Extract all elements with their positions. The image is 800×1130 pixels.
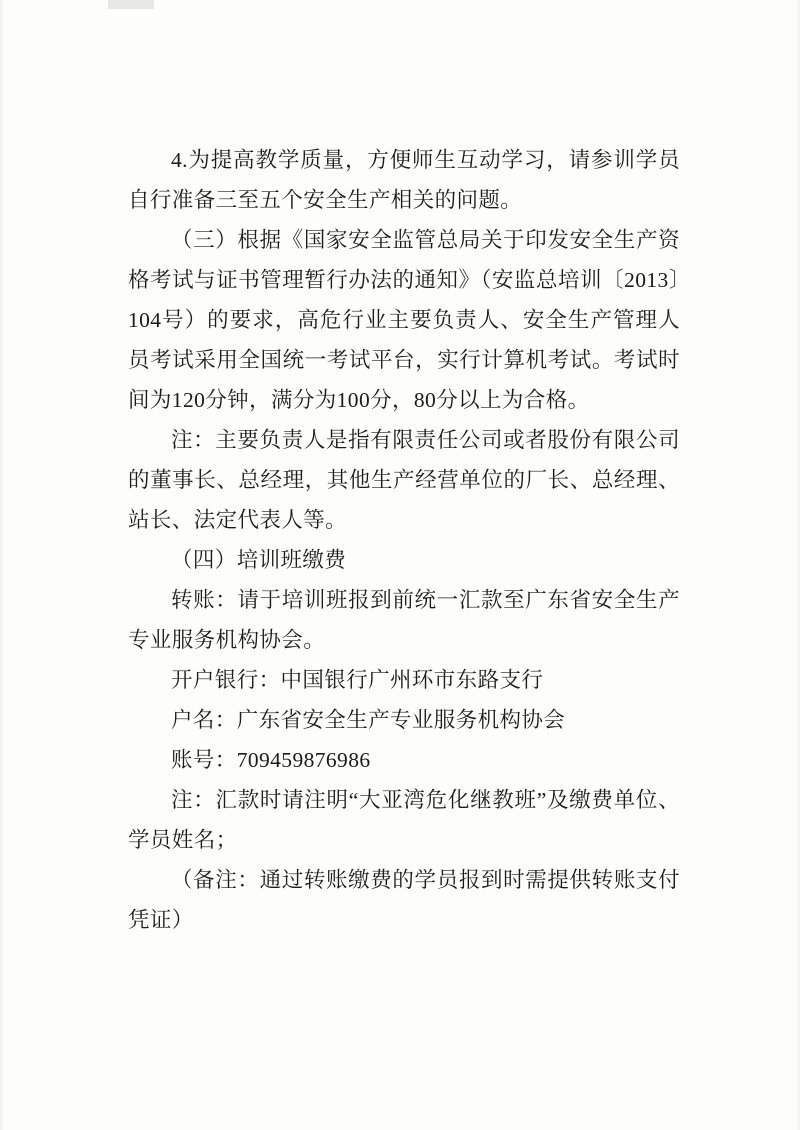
paragraph-item-4: 4.为提高教学质量，方便师生互动学习，请参训学员自行准备三至五个安全生产相关的问题。 [128,148,680,212]
scan-artifact [108,0,154,9]
paragraph-transfer: 转账：请于培训班报到前统一汇款至广东省安全生产专业服务机构协会。 [128,588,680,652]
paragraph-note-remittance: 注：汇款时请注明“大亚湾危化继教班”及缴费单位、学员姓名； [128,788,680,852]
paragraph-note-voucher: （备注：通过转账缴费的学员报到时需提供转账支付凭证） [128,868,680,932]
paragraph-account-number: 账号：709459876986 [171,748,371,772]
scan-edge-left [0,0,3,1130]
paragraph-item-3: （三）根据《国家安全监管总局关于印发安全生产资格考试与证书管理暂行办法的通知》（安监总培训〔2013〕104号）的要求，高危行业主要负责人、安全生产管理人员考试采用全国统一考试平台，实行计算机考试。考试时间为120分钟，满分为100分，80分以上为合格。 [128,228,680,412]
paragraph-account-name: 户名：广东省安全生产专业服务机构协会 [171,708,566,732]
document-body [128,140,680,940]
paragraph-note-leader: 注：主要负责人是指有限责任公司或者股份有限公司的董事长、总经理，其他生产经营单位的厂长、总经理、站长、法定代表人等。 [128,428,680,532]
paragraph-item-4-heading: （四）培训班缴费 [171,548,347,572]
paragraph-bank: 开户银行：中国银行广州环市东路支行 [171,668,544,692]
